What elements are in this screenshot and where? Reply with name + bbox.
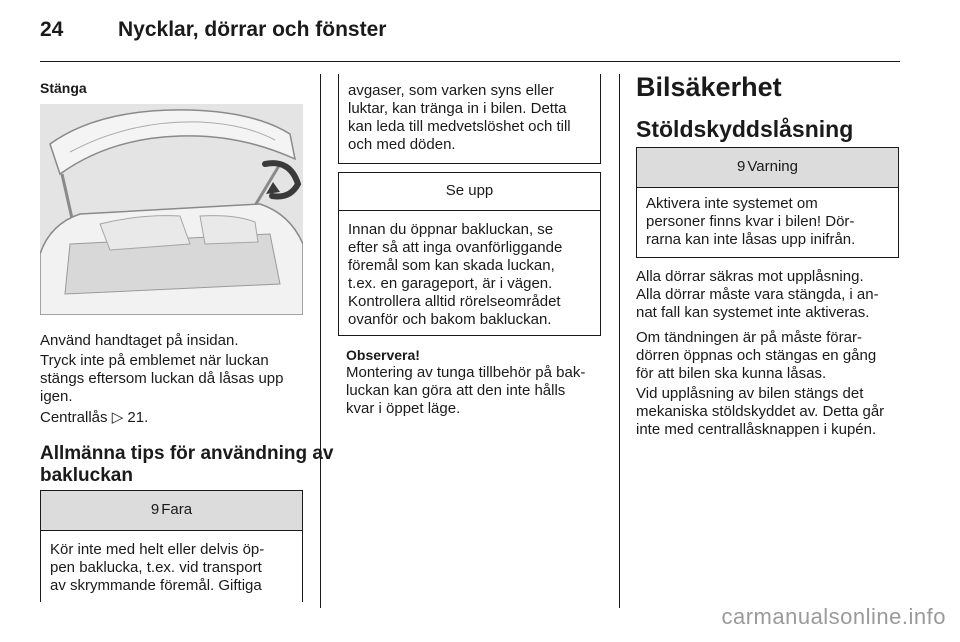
text-line: luckan kan göra att den inte hålls: [346, 382, 566, 399]
note-block: [346, 346, 611, 418]
xref-page: 21.: [127, 409, 149, 426]
text-line: pen baklucka, t.ex. vid transport: [50, 559, 262, 576]
paragraph-use-handle: Använd handtaget på insidan.: [40, 332, 239, 349]
text-line: rarna kan inte låsas upp inifrån.: [646, 231, 856, 248]
text-line: Kontrollera alltid rörelseområdet: [348, 293, 561, 310]
text-line: Kör inte med helt eller delvis öp-: [50, 541, 265, 558]
text-line: kvar i öppet läge.: [346, 400, 461, 417]
column-divider-left: [320, 74, 321, 608]
paragraph-emblem-warning: [40, 352, 315, 406]
text-line: Tryck inte på emblemet när luckan: [40, 352, 269, 369]
danger-box-header: [41, 491, 302, 531]
warning-box-body: [637, 188, 898, 259]
text-line: för att bilen ska kunna låsas.: [636, 365, 827, 382]
section-heading-theft-lock: Stöldskyddslåsning: [636, 116, 854, 142]
warning-box-header: [637, 148, 898, 188]
danger-box-body: [41, 531, 302, 605]
xref-label: Centrallås: [40, 409, 108, 426]
caution-box-header: Se upp: [339, 173, 600, 211]
text-line: kan leda till medvetslöshet och till: [348, 118, 571, 135]
text-line: Vid upplåsning av bilen stängs det: [636, 385, 864, 402]
text-line: Allmänna tips för användning av: [40, 443, 334, 464]
text-line: föremål som kan skada luckan,: [348, 257, 555, 274]
text-line: inte med centrallåsknappen i kupén.: [636, 421, 877, 438]
section-heading-stanga: Stänga: [40, 80, 87, 96]
paragraph-ignition: [636, 329, 911, 383]
text-line: t.ex. en garageport, är i vägen.: [348, 275, 553, 292]
text-line: personer finns kvar i bilen! Dör-: [646, 213, 855, 230]
header-divider: [40, 61, 900, 62]
text-line: avgaser, som varken syns eller: [348, 82, 554, 99]
text-line: nat fall kan systemet inte aktiveras.: [636, 304, 870, 321]
paragraph-unlocking: [636, 385, 916, 439]
danger-box-continued: [338, 74, 601, 164]
text-line: Aktivera inte systemet om: [646, 195, 818, 212]
text-line: efter så att inga ovanförliggande: [348, 239, 563, 256]
warning-box-title: Varning: [747, 158, 798, 175]
text-line: mekaniska stöldskyddet av. Detta går: [636, 403, 885, 420]
text-line: Alla dörrar måste vara stängda, i an-: [636, 286, 879, 303]
text-line: Montering av tunga tillbehör på bak-: [346, 364, 586, 381]
note-title: Observera!: [346, 347, 420, 363]
danger-box: [40, 490, 303, 602]
page-title: Nycklar, dörrar och fönster: [118, 18, 387, 41]
warning-triangle-icon: 9: [150, 501, 160, 518]
text-line: luktar, kan tränga in i bilen. Detta: [348, 100, 567, 117]
danger-box-title: Fara: [161, 501, 193, 518]
column-divider-right: [619, 74, 620, 608]
section-heading-tips: [40, 443, 334, 487]
danger-box-continued-body: [339, 74, 600, 164]
chapter-heading: Bilsäkerhet: [636, 72, 782, 102]
cross-reference: [40, 409, 148, 427]
caution-box: [338, 172, 601, 336]
warning-triangle-icon: 9: [737, 158, 746, 175]
text-line: Alla dörrar säkras mot upplåsning.: [636, 268, 864, 285]
text-line: av skrymmande föremål. Giftiga: [50, 577, 262, 594]
text-line: ovanför och bakom bakluckan.: [348, 311, 552, 328]
car-hatch-illustration: [40, 104, 303, 315]
caution-box-body: [339, 211, 600, 339]
watermark: carmanualsonline.info: [721, 604, 946, 629]
car-hatch-drawing: [40, 104, 303, 315]
text-line: Om tändningen är på måste förar-: [636, 329, 862, 346]
warning-box: [636, 147, 899, 258]
text-line: stängs eftersom luckan då låsas upp: [40, 370, 284, 387]
text-line: dörren öppnas och stängas en gång: [636, 347, 877, 364]
paragraph-doors-secured: [636, 268, 911, 322]
page-reference-arrow-icon: ▷: [111, 409, 124, 426]
page-number: 24: [40, 18, 64, 41]
text-line: och med döden.: [348, 136, 456, 153]
text-line: igen.: [40, 388, 73, 405]
text-line: Innan du öppnar bakluckan, se: [348, 221, 554, 238]
text-line: bakluckan: [40, 465, 133, 486]
